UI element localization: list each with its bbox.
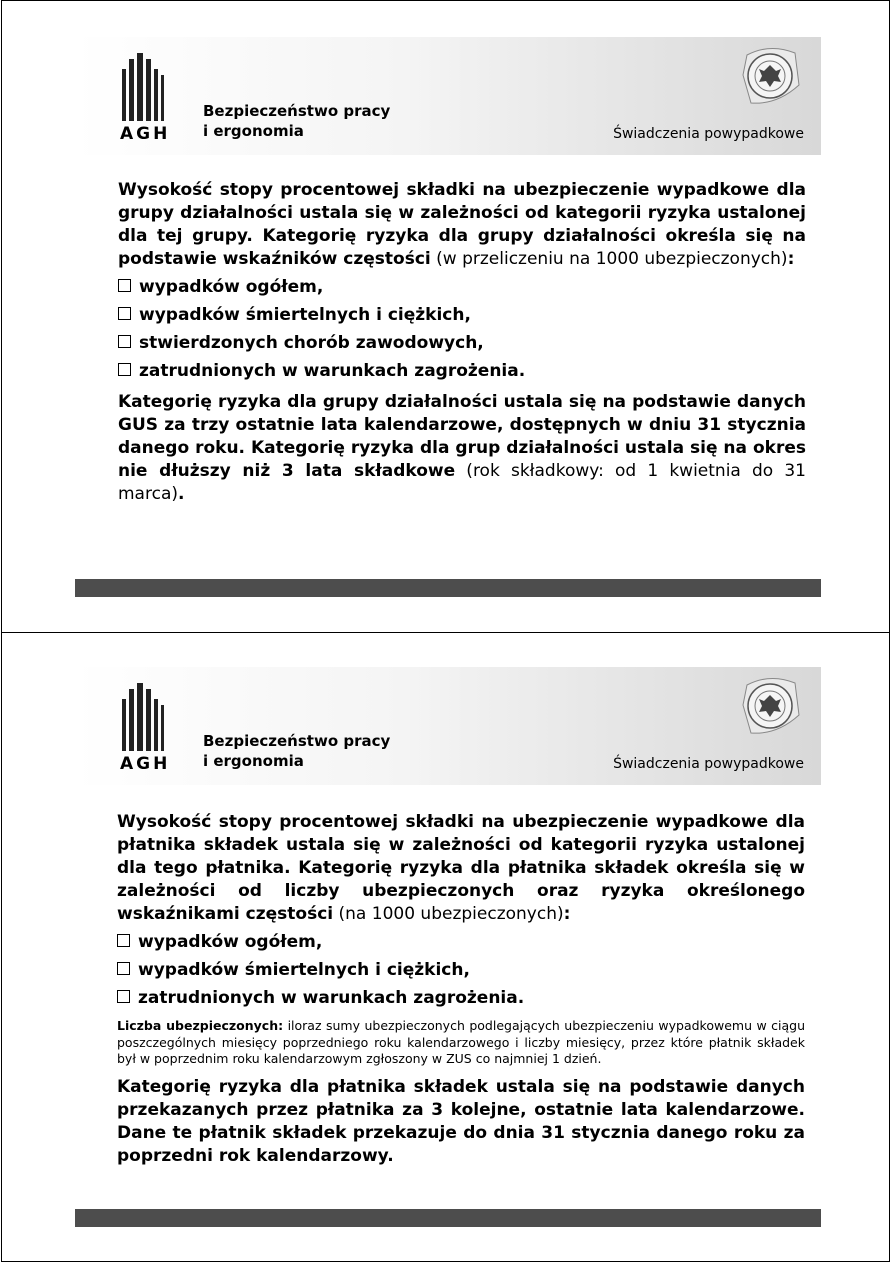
logo-text: AGH — [120, 754, 171, 774]
list-item-text: wypadków ogółem, — [139, 277, 324, 297]
note-text: iloraz sumy ubezpieczonych podlegających ubezpieczeniu wypadkowemu w ciągu poszczególnych miesięcy poprzedniego roku kalendarzowego i liczby miesięcy, przez które płatnik składek był w poprzednim roku kalendarzowym zgłoszony w ZUS co najmniej 1 dzień. — [117, 1018, 806, 1066]
list-item — [117, 984, 805, 1012]
checkbox-bullet-icon — [118, 335, 131, 348]
list-item-text: wypadków śmiertelnych i ciężkich, — [139, 305, 471, 325]
course-title — [203, 731, 390, 771]
checkbox-bullet-icon — [118, 279, 131, 292]
checkbox-bullet-icon — [117, 990, 130, 1003]
second-light-text: (rok składkowy: od 1 kwietnia do 31 marca) — [118, 461, 806, 504]
list-item-text: wypadków ogółem, — [138, 932, 323, 952]
slide-2-body — [117, 811, 805, 1168]
course-title-line1: Bezpieczeństwo pracy — [203, 732, 391, 750]
course-title-line1: Bezpieczeństwo pracy — [203, 102, 391, 120]
list-item — [118, 273, 806, 301]
intro-paragraph — [118, 179, 806, 271]
list-item — [118, 301, 806, 329]
footer-bar — [75, 1209, 821, 1227]
checkbox-bullet-icon — [118, 307, 131, 320]
list-item — [117, 956, 805, 984]
list-item — [118, 329, 806, 357]
second-paragraph — [118, 391, 806, 506]
slide-body — [118, 179, 806, 506]
section-title: Świadczenia powypadkowe — [613, 756, 804, 772]
second-bold-text: Kategorię ryzyka dla grupy działalności ustala się na podstawie danych GUS za trzy ostatnie lata kalendarzowe, dostępnych w dniu 31 stycznia danego roku. Kategorię ryzyka dla grup działalności ustala się na okres nie dłuższy niż 3 lata składkowe — [118, 392, 806, 481]
intro-end: : — [563, 904, 571, 924]
list-item-text: wypadków śmiertelnych i ciężkich, — [138, 960, 470, 980]
indicator-list — [117, 928, 805, 1012]
note-paragraph — [117, 1018, 805, 1068]
list-item-text: zatrudnionych w warunkach zagrożenia. — [139, 361, 526, 381]
list-item — [117, 928, 805, 956]
course-title-line2: i ergonomia — [203, 752, 304, 770]
slide-1 — [1, 0, 890, 633]
note-label: Liczba ubezpieczonych: — [117, 1018, 284, 1033]
logo-text: AGH — [120, 124, 171, 144]
second-end: . — [178, 484, 185, 504]
second-paragraph — [117, 1076, 805, 1168]
section-title: Świadczenia powypadkowe — [613, 126, 804, 142]
certificate-emblem-icon — [737, 45, 803, 109]
checkbox-bullet-icon — [118, 363, 131, 376]
list-item-text: zatrudnionych w warunkach zagrożenia. — [138, 988, 525, 1008]
slide-header — [75, 667, 821, 785]
footer-bar — [75, 579, 821, 597]
intro-light-text: (w przeliczeniu na 1000 ubezpieczonych) — [430, 249, 788, 269]
intro-end: : — [787, 249, 795, 269]
intro-paragraph — [117, 811, 805, 926]
intro-bold-text: Wysokość stopy procentowej składki na ubezpieczenie wypadkowe dla płatnika składek ustala się w zależności od kategorii ryzyka ustalonej dla tego płatnika. Kategorię ryzyka dla płatnika składek określa się w zależności od liczby ubezpieczonych oraz ryzyka określonego wskaźnikami częstości — [117, 812, 805, 924]
intro-bold-text: Wysokość stopy procentowej składki na ubezpieczenie wypadkowe dla grupy działalności ustala się w zależności od kategorii ryzyka ustalonej dla tej grupy. Kategorię ryzyka dla grupy działalności określa się na podstawie wskaźników częstości — [118, 180, 806, 269]
course-title — [203, 101, 390, 141]
list-item — [118, 357, 806, 385]
certificate-emblem-icon — [737, 675, 803, 739]
list-item-text: stwierdzonych chorób zawodowych, — [139, 333, 484, 353]
indicator-list — [118, 273, 806, 385]
checkbox-bullet-icon — [117, 934, 130, 947]
checkbox-bullet-icon — [117, 962, 130, 975]
slide-header — [75, 37, 821, 155]
second-bold-text: Kategorię ryzyka dla płatnika składek ustala się na podstawie danych przekazanych przez płatnika za 3 kolejne, ostatnie lata kalendarzowe. Dane te płatnik składek przekazuje do dnia 31 stycznia danego roku za poprzedni rok kalendarzowy. — [117, 1076, 805, 1166]
course-title-line2: i ergonomia — [203, 122, 304, 140]
intro-light-text: (na 1000 ubezpieczonych) — [333, 904, 564, 924]
